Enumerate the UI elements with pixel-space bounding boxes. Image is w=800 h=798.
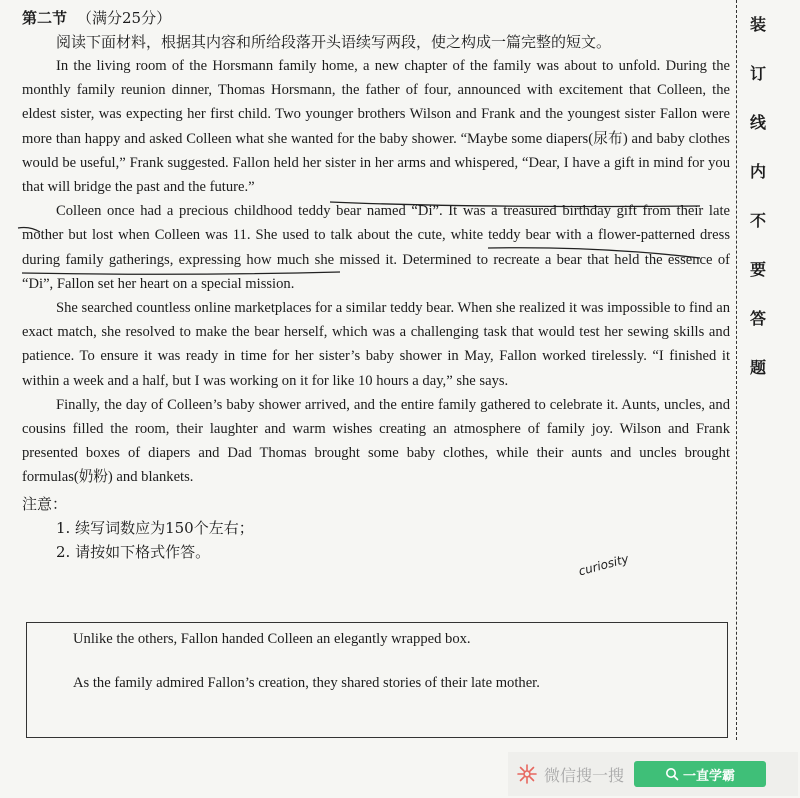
passage-text: Colleen once had a precious childhood teddy bear named “Di”. bbox=[56, 203, 449, 220]
passage-text: were more than happy and asked Colleen what she wanted for the baby shower. “Maybe some diapers(尿布) and baby clothes would be useful,” Frank suggested. Fallon held her sister in her arms and whispered, “Dear, bbox=[22, 106, 730, 171]
passage-text: , the father of four, announced with excitement that Colleen, the eldest sister, was bbox=[22, 82, 730, 123]
underlined-phrase: It was a treasured birthday gift from their late mother but lost when Colleen was 11. bbox=[22, 203, 730, 244]
underlined-phrase: family gatherings bbox=[65, 251, 170, 268]
passage-paragraph bbox=[22, 393, 730, 490]
question-content bbox=[22, 6, 730, 564]
watermark-banner bbox=[508, 752, 798, 796]
passage-text: Finally, the day of Colleen’s baby shower arrived, and the entire family gathered to celebrate it. Aunts, uncles, and cousins filled the room, their laughter and warm wishes creating an atmosphere of family joy. Wilson and Frank presented boxes of diapers and Dad Thomas brought some baby clothes, while their aunts and uncles brought formulas(奶粉) and blankets. bbox=[22, 396, 730, 486]
passage-text: her first child. Two younger brothers Wilson and Frank and the youngest sister bbox=[182, 106, 660, 123]
instruction-text: 阅读下面材料，根据其内容和所给段落开头语续写两段，使之构成一篇完整的短文。 bbox=[56, 33, 612, 51]
passage-paragraph bbox=[22, 199, 730, 296]
answer-opening-line-1: Unlike the others, Fallon handed Colleen an elegantly wrapped box. bbox=[73, 631, 471, 647]
search-icon bbox=[665, 767, 679, 781]
underlined-phrase: expecting bbox=[125, 106, 183, 123]
notes-title: 注意： bbox=[22, 494, 68, 513]
passage-paragraph bbox=[22, 54, 730, 199]
note-item-word-count: 1. 续写词数应为150个左右； bbox=[56, 518, 254, 537]
note-item-format: 2. 请按如下格式作答。 bbox=[56, 542, 211, 561]
underlined-phrase: Thomas Horsmann bbox=[217, 82, 332, 99]
watermark-search-button[interactable] bbox=[634, 761, 766, 787]
underlined-phrase: I have a gift in mind for you that will bridge the past and the future. bbox=[22, 154, 730, 196]
answer-opening-line-2: As the family admired Fallon’s creation, they shared stories of their late mother. bbox=[73, 675, 540, 691]
side-label-char: 内 bbox=[749, 162, 766, 181]
handwritten-note: curiosity bbox=[577, 551, 631, 579]
side-label-char: 题 bbox=[749, 358, 766, 377]
passage-text: , expressing how much she missed it. Determined to recreate a bear that held the essence of “Di”, Fallon set her heart on a special mission. bbox=[22, 251, 730, 292]
section-title: 第二节 bbox=[22, 9, 68, 27]
answer-box bbox=[26, 622, 728, 738]
binding-dashed-line bbox=[736, 0, 737, 740]
side-label-char: 要 bbox=[749, 260, 766, 279]
wechat-search-icon bbox=[516, 763, 538, 785]
side-label-char: 装 bbox=[749, 15, 766, 34]
passage-text: ” bbox=[248, 179, 255, 196]
passage-text: She used to talk about the cute, white teddy bear with a flower-patterned dress during bbox=[22, 227, 730, 268]
passage-text: In the living room of the Horsmann family home, a new chapter of the family was about to unfold. During the monthly family reunion dinner, bbox=[22, 58, 730, 99]
side-label-char: 订 bbox=[749, 64, 766, 83]
watermark-button-label: 一直学霸 bbox=[683, 768, 736, 784]
watermark-text: 微信搜一搜 bbox=[544, 765, 625, 785]
section-heading bbox=[22, 6, 730, 30]
section-score: （满分25分） bbox=[77, 9, 172, 27]
side-label-char: 不 bbox=[749, 211, 766, 230]
passage-text: She searched countless online marketplaces for a similar teddy bear. When she realized it was impossible to find an exact match, she resolved to make the bear herself, which was a challenging task that would test her sewing skills and patience. To ensure it was ready in time for her sister’s baby shower in May, Fallon worked tirelessly. “I finished it within a week and a half, but I was working on it for like 10 hours a day,” she says. bbox=[22, 300, 730, 389]
reading-passage bbox=[22, 54, 730, 490]
binding-side-label bbox=[748, 16, 768, 377]
side-label-char: 答 bbox=[749, 309, 766, 328]
underlined-phrase: Fallon bbox=[659, 106, 698, 123]
side-label-char: 线 bbox=[749, 113, 766, 132]
passage-paragraph bbox=[22, 296, 730, 393]
